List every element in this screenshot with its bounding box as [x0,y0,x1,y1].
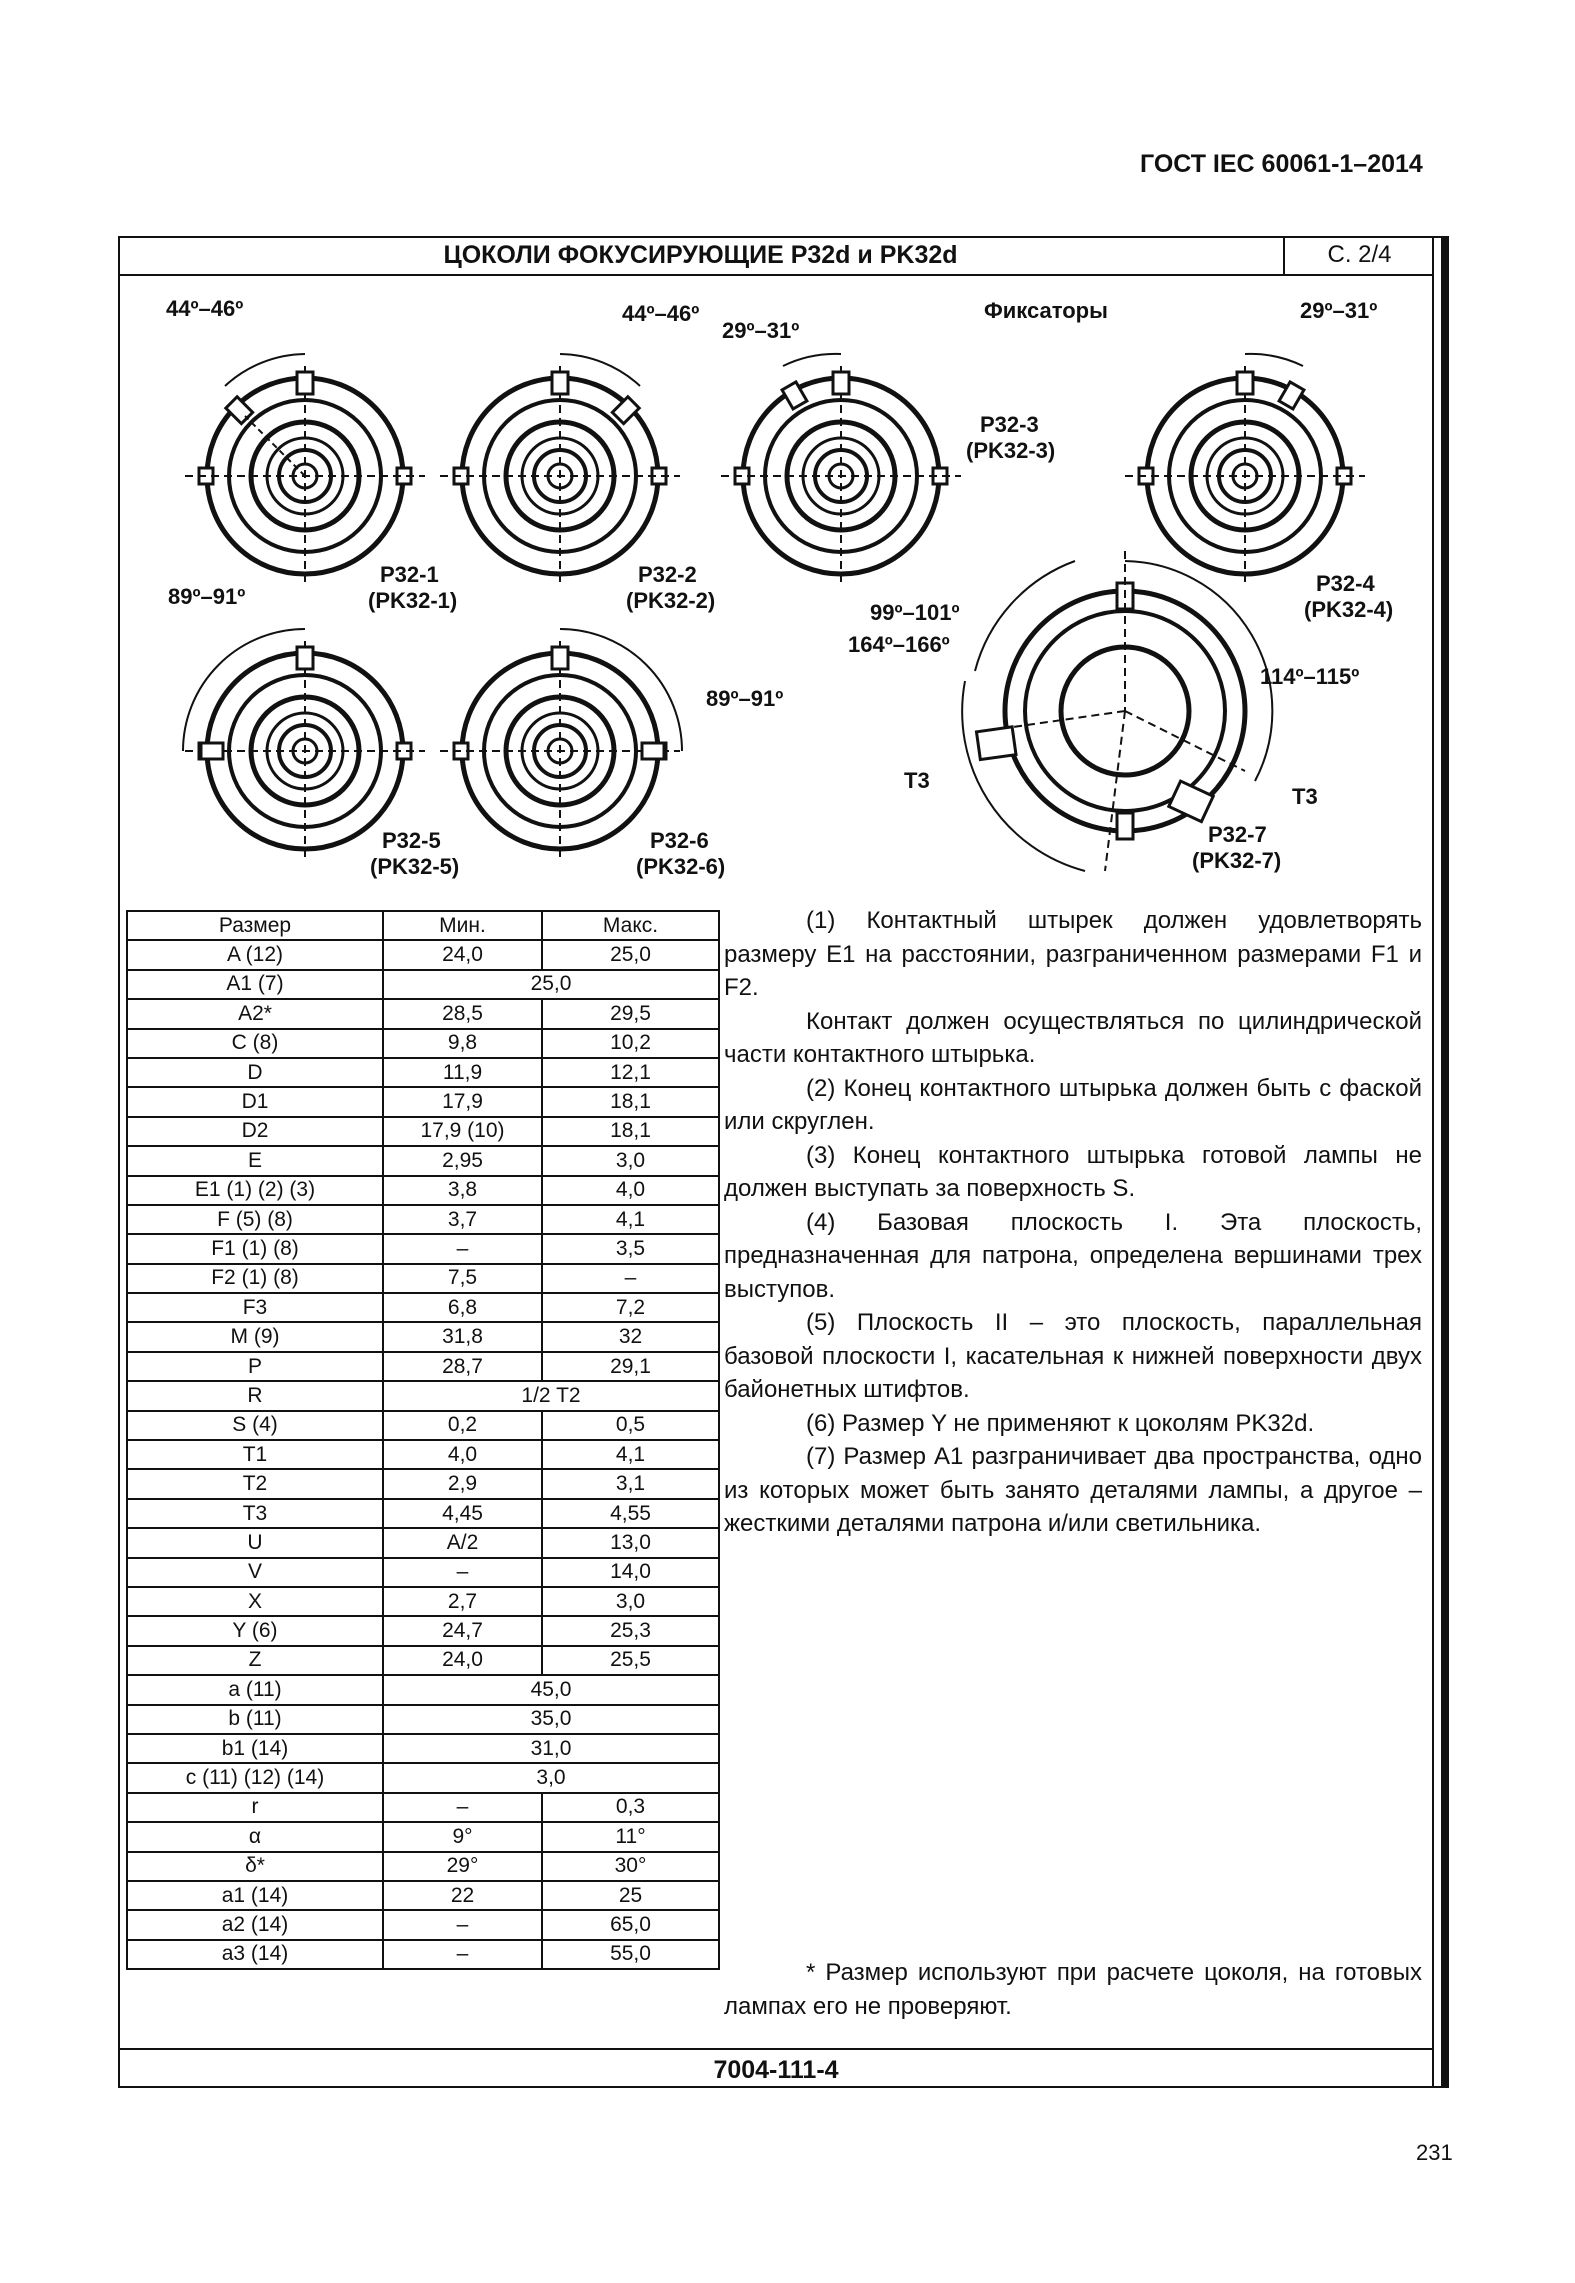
label-p7-angle-a: 99º–101º [870,600,960,625]
cell-max: 29,1 [542,1352,719,1381]
table-row [127,1146,719,1175]
label-p5-name: P32-5 [382,828,441,853]
cap-p32-3 [721,354,961,586]
label-p2-angle: 44º–46º [622,301,700,326]
table-row [127,1087,719,1116]
cell-value: 3,0 [383,1763,719,1792]
cell-max: 0,3 [542,1793,719,1822]
label-p2-alt: (PK32-2) [626,588,716,613]
table-row [127,1558,719,1587]
table-row [127,1910,719,1939]
label-p7-angle-b: 164º–166º [848,632,950,657]
cell-max: 3,1 [542,1469,719,1498]
cell-max: 32 [542,1322,719,1351]
cell-max: 3,0 [542,1587,719,1616]
cell-size: E1 (1) (2) (3) [127,1176,383,1205]
note-4: (4) Базовая плоскость I. Эта плоскость, предназначенная для патрона, определена вершинами трех выступов. [724,1208,1422,1303]
cell-min: 6,8 [383,1293,542,1322]
label-p6-name: P32-6 [650,828,709,853]
table-row [127,1264,719,1293]
table-header-row [127,911,719,940]
table-row [127,1499,719,1528]
cell-min: 2,9 [383,1469,542,1498]
label-p4-alt: (PK32-4) [1304,597,1394,622]
cell-max: – [542,1264,719,1293]
cell-size: S (4) [127,1411,383,1440]
cell-value: 35,0 [383,1705,719,1734]
cell-size: F (5) (8) [127,1205,383,1234]
footnote: * Размер используют при расчете цоколя, на готовых лампах его не проверяют. [724,1959,1422,2020]
frame-rule-thick [1441,236,1449,2088]
label-p7-alt: (PK32-7) [1192,848,1282,873]
cell-max: 4,1 [542,1205,719,1234]
cell-size: b (11) [127,1705,383,1734]
cell-size: T2 [127,1469,383,1498]
cell-max: 0,5 [542,1411,719,1440]
label-t3-right: T3 [1292,784,1318,809]
table-row [127,1616,719,1645]
sheet-code: 7004-111-4 [713,2056,839,2084]
cell-size: Y (6) [127,1616,383,1645]
cap-diagrams [118,276,1434,896]
cell-max: 12,1 [542,1058,719,1087]
note-1-cont: Контакт должен осуществляться по цилиндрической части контактного штырька. [724,1007,1422,1068]
cell-max: 55,0 [542,1940,719,1969]
cell-size: A1 (7) [127,970,383,999]
cell-min: – [383,1234,542,1263]
cell-max: 10,2 [542,1029,719,1058]
header-min: Мин. [383,911,542,940]
label-p1-name: P32-1 [380,562,439,587]
cell-max: 18,1 [542,1087,719,1116]
cap-p32-5 [183,629,425,861]
cell-size: F1 (1) (8) [127,1234,383,1263]
table-row [127,940,719,969]
cell-min: 2,95 [383,1146,542,1175]
table-row [127,1117,719,1146]
label-p7-name: P32-7 [1208,822,1267,847]
table-row [127,970,719,999]
table-row [127,1940,719,1969]
cell-min: 24,0 [383,1646,542,1675]
table-row [127,1440,719,1469]
cell-max: 13,0 [542,1528,719,1557]
cap-p32-6 [440,629,682,861]
label-p1-alt: (PK32-1) [368,588,458,613]
cell-size: D [127,1058,383,1087]
cell-max: 3,5 [542,1234,719,1263]
cell-min: 29° [383,1852,542,1881]
table-row [127,1234,719,1263]
cell-size: T1 [127,1440,383,1469]
table-row [127,1381,719,1410]
label-p6-alt: (PK32-6) [636,854,726,879]
cell-max: 18,1 [542,1117,719,1146]
cell-max: 4,0 [542,1176,719,1205]
table-row [127,1646,719,1675]
cell-max: 30° [542,1852,719,1881]
cell-min: 3,7 [383,1205,542,1234]
table-row [127,1793,719,1822]
cell-min: – [383,1940,542,1969]
cell-size: F3 [127,1293,383,1322]
note-2: (2) Конец контактного штырька должен быть с фаской или скруглен. [724,1074,1422,1135]
cell-size: a3 (14) [127,1940,383,1969]
table-row [127,1822,719,1851]
header-size: Размер [127,911,383,940]
label-p4-angle: 29º–31º [1300,298,1378,323]
label-p2-name: P32-2 [638,562,697,587]
cell-max: 7,2 [542,1293,719,1322]
cell-size: D1 [127,1087,383,1116]
cell-value: 1/2 T2 [383,1381,719,1410]
cell-min: 17,9 (10) [383,1117,542,1146]
cell-max: 65,0 [542,1910,719,1939]
notes [724,904,1422,1541]
cell-size: a1 (14) [127,1881,383,1910]
cell-min: 24,0 [383,940,542,969]
cell-min: 17,9 [383,1087,542,1116]
table-row [127,1029,719,1058]
cell-min: 22 [383,1881,542,1910]
label-p6-angle: 89º–91º [706,686,784,711]
cell-min: 31,8 [383,1322,542,1351]
cell-max: 4,55 [542,1499,719,1528]
note-7: (7) Размер A1 разграничивает два пространства, одно из которых может быть занято деталями лампы, а другое – жесткими деталями патрона и/или светильника. [724,1443,1422,1537]
label-p3-name: P32-3 [980,412,1039,437]
cell-max: 4,1 [542,1440,719,1469]
cell-max: 25,3 [542,1616,719,1645]
table-row [127,1881,719,1910]
label-fixators: Фиксаторы [984,298,1108,323]
note-1: (1) Контактный штырек должен удовлетворять размеру E1 на расстоянии, разграниченном размерами F1 и F2. [724,907,1422,1001]
standard-number: ГОСТ IEC 60061-1–2014 [1140,150,1423,178]
cap-p32-2 [440,354,680,586]
cell-min: – [383,1793,542,1822]
label-t3-left: T3 [904,768,930,793]
cell-size: A (12) [127,940,383,969]
table-row [127,1205,719,1234]
label-p4-name: P32-4 [1316,571,1375,596]
table-row [127,1058,719,1087]
cell-min: 24,7 [383,1616,542,1645]
page-number: 231 [1416,2140,1453,2165]
table-row [127,1528,719,1557]
cell-max: 14,0 [542,1558,719,1587]
cell-min: 3,8 [383,1176,542,1205]
cell-size: a (11) [127,1675,383,1704]
cell-min: – [383,1910,542,1939]
sheet-header [118,236,1434,276]
cell-min: 7,5 [383,1264,542,1293]
cell-size: U [127,1528,383,1557]
sheet-title: ЦОКОЛИ ФОКУСИРУЮЩИЕ P32d и PK32d [443,241,958,269]
cell-size: V [127,1558,383,1587]
cell-size: T3 [127,1499,383,1528]
label-p5-angle: 89º–91º [168,584,246,609]
cell-min: 28,5 [383,999,542,1028]
label-p1-angle: 44º–46º [166,296,244,321]
table-row [127,1352,719,1381]
table-row [127,1734,719,1763]
cell-size: P [127,1352,383,1381]
table-row [127,1587,719,1616]
cell-max: 11° [542,1822,719,1851]
note-5: (5) Плоскость II – это плоскость, параллельная базовой плоскости I, касательная к нижней поверхности двух байонетных штифтов. [724,1309,1422,1403]
label-p3-angle: 29º–31º [722,318,800,343]
table-row [127,1852,719,1881]
cell-min: 4,45 [383,1499,542,1528]
label-p3-alt: (PK32-3) [966,438,1056,463]
cell-min: 9,8 [383,1029,542,1058]
cell-size: R [127,1381,383,1410]
sheet-page: С. 2/4 [1327,241,1392,268]
table-row [127,1675,719,1704]
cap-p32-1 [185,354,425,586]
table-row [127,1469,719,1498]
table-row [127,1293,719,1322]
table-row [127,1322,719,1351]
table-row [127,999,719,1028]
cell-size: A2* [127,999,383,1028]
cell-size: r [127,1793,383,1822]
cell-max: 25,5 [542,1646,719,1675]
note-6: (6) Размер Y не применяют к цоколям PK32d. [806,1409,1315,1437]
cell-min: 4,0 [383,1440,542,1469]
cell-max: 29,5 [542,999,719,1028]
cell-size: Z [127,1646,383,1675]
cell-size: b1 (14) [127,1734,383,1763]
table-row [127,1763,719,1792]
cell-min: 2,7 [383,1587,542,1616]
cell-min: 28,7 [383,1352,542,1381]
cell-min: 9° [383,1822,542,1851]
cell-max: 25 [542,1881,719,1910]
cell-size: D2 [127,1117,383,1146]
cell-min: 0,2 [383,1411,542,1440]
sheet-footer [118,2048,1434,2090]
cell-value: 25,0 [383,970,719,999]
cell-min: – [383,1558,542,1587]
cell-size: E [127,1146,383,1175]
cell-size: α [127,1822,383,1851]
table-row [127,1705,719,1734]
label-p7-angle-c: 114º–115º [1260,664,1360,689]
table-row [127,1176,719,1205]
label-p5-alt: (PK32-5) [370,854,460,879]
cell-size: F2 (1) (8) [127,1264,383,1293]
cell-min: 11,9 [383,1058,542,1087]
cap-p32-4 [1125,354,1365,586]
cell-size: a2 (14) [127,1910,383,1939]
cell-max: 25,0 [542,940,719,969]
cell-size: C (8) [127,1029,383,1058]
cell-max: 3,0 [542,1146,719,1175]
cell-size: M (9) [127,1322,383,1351]
dimensions-table [126,910,720,1970]
cell-size: δ* [127,1852,383,1881]
cell-value: 45,0 [383,1675,719,1704]
cell-value: 31,0 [383,1734,719,1763]
table-row [127,1411,719,1440]
cell-size: X [127,1587,383,1616]
cell-size: c (11) (12) (14) [127,1763,383,1792]
note-3: (3) Конец контактного штырька готовой лампы не должен выступать за поверхность S. [724,1141,1422,1202]
cell-min: A/2 [383,1528,542,1557]
header-max: Макс. [542,911,719,940]
